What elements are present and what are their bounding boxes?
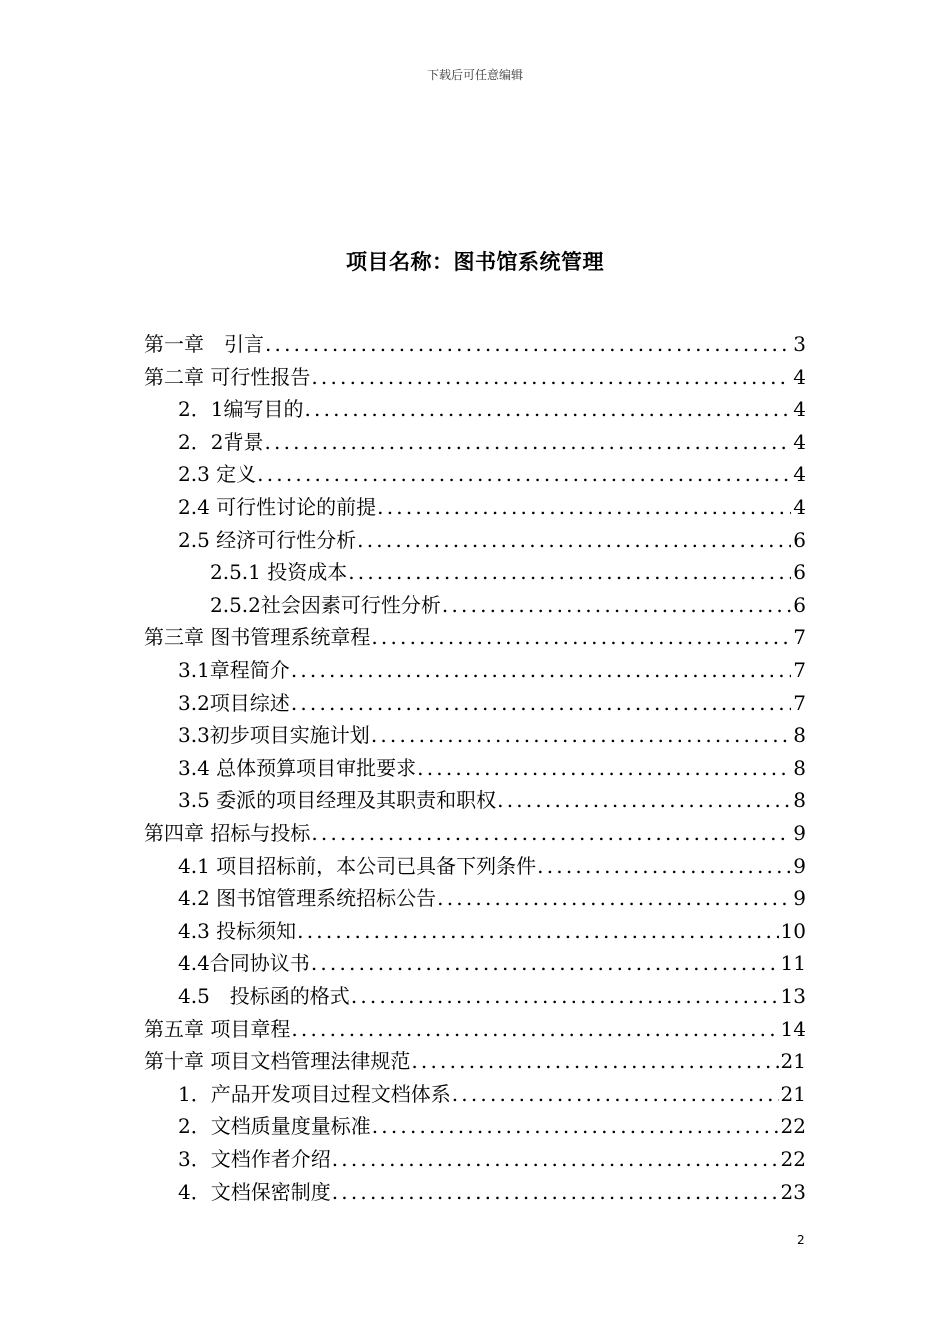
toc-leader-dots <box>291 1013 778 1045</box>
toc-entry-page: 9 <box>793 821 806 845</box>
toc-entry-label: 2.3 定义 <box>178 462 257 487</box>
toc-entry[interactable] <box>178 719 806 751</box>
page-number: 2 <box>797 1233 805 1247</box>
toc-entry-page: 10 <box>780 918 806 943</box>
toc-entry-label: 第二章 可行性报告 <box>144 364 311 389</box>
toc-entry-page: 13 <box>780 984 806 1008</box>
toc-entry[interactable] <box>178 1143 806 1175</box>
toc-leader-dots <box>357 524 791 556</box>
toc-entry-page: 23 <box>780 1179 806 1204</box>
toc-entry[interactable] <box>178 947 806 979</box>
toc-entry-label: 4．文档保密制度 <box>178 1179 331 1204</box>
toc-entry[interactable] <box>178 687 806 719</box>
toc-entry[interactable] <box>144 1045 806 1077</box>
toc-leader-dots <box>442 589 791 621</box>
toc-leader-dots <box>311 361 791 393</box>
toc-entry[interactable] <box>178 1176 806 1208</box>
toc-entry[interactable] <box>178 491 806 523</box>
toc-leader-dots <box>332 1176 779 1208</box>
toc-entry[interactable] <box>178 524 806 556</box>
toc-leader-dots <box>372 1110 779 1142</box>
toc-entry-label: 3.4 总体预算项目审批要求 <box>178 755 417 780</box>
toc-entry-page: 14 <box>780 1016 806 1041</box>
toc-leader-dots <box>311 947 779 979</box>
toc-entry-label: 2.5.1 投资成本 <box>210 560 348 585</box>
toc-entry-page: 7 <box>793 690 806 715</box>
toc-entry[interactable] <box>210 589 806 621</box>
toc-entry-label: 2.5.2社会因素可行性分析 <box>210 592 441 617</box>
toc-entry-page: 22 <box>780 1147 806 1171</box>
toc-entry-page: 6 <box>793 560 806 585</box>
toc-entry-label: 1．产品开发项目过程文档体系 <box>178 1081 451 1106</box>
toc-entry-page: 4 <box>793 364 806 389</box>
toc-leader-dots <box>437 882 791 914</box>
toc-entry-page: 22 <box>780 1114 806 1139</box>
toc-entry-page: 4 <box>793 429 806 454</box>
toc-leader-dots <box>304 393 791 425</box>
toc-entry[interactable] <box>144 1013 806 1045</box>
toc-entry-label: 2.4 可行性讨论的前提 <box>178 495 377 519</box>
toc-entry-page: 8 <box>793 755 806 780</box>
toc-entry-label: 第一章 引言 <box>144 332 264 356</box>
toc-entry[interactable] <box>178 882 806 914</box>
toc-entry-page: 8 <box>793 788 806 813</box>
toc-leader-dots <box>291 654 791 686</box>
toc-entry-page: 4 <box>793 462 806 487</box>
toc-entry-page: 8 <box>793 723 806 748</box>
toc-leader-dots <box>537 850 791 882</box>
toc-entry-label: 4.3 投标须知 <box>178 918 297 943</box>
toc-entry-page: 21 <box>780 1081 806 1106</box>
toc-leader-dots <box>332 1143 779 1175</box>
toc-entry-page: 9 <box>793 853 806 878</box>
toc-entry-page: 6 <box>793 527 806 552</box>
toc-entry-page: 4 <box>793 495 806 519</box>
toc-leader-dots <box>348 556 791 588</box>
toc-entry-label: 2.5 经济可行性分析 <box>178 527 357 552</box>
toc-leader-dots <box>351 980 779 1012</box>
toc-entry-label: 3.5 委派的项目经理及其职责和职权 <box>178 788 497 813</box>
toc-entry-page: 9 <box>793 886 806 911</box>
toc-leader-dots <box>291 687 791 719</box>
toc-leader-dots <box>371 719 791 751</box>
toc-entry[interactable] <box>178 654 806 686</box>
toc-entry[interactable] <box>210 556 806 588</box>
toc-leader-dots <box>452 1078 779 1110</box>
toc-entry-label: 4.5 投标函的格式 <box>178 984 350 1008</box>
toc-entry[interactable] <box>178 1078 806 1110</box>
toc-entry-label: 2．文档质量度量标准 <box>178 1114 371 1139</box>
toc-entry-page: 6 <box>793 592 806 617</box>
toc-entry-label: 3．文档作者介绍 <box>178 1147 331 1171</box>
toc-leader-dots <box>257 458 791 490</box>
toc-entry[interactable] <box>178 458 806 490</box>
toc-leader-dots <box>417 752 791 784</box>
toc-leader-dots <box>264 426 791 458</box>
toc-entry-label: 3.1章程简介 <box>178 658 290 682</box>
toc-entry[interactable] <box>178 393 806 425</box>
toc-entry-label: 2．1编写目的 <box>178 397 304 422</box>
toc-entry-label: 第三章 图书管理系统章程 <box>144 625 371 650</box>
header-note: 下载后可任意编辑 <box>426 68 523 82</box>
toc-entry-page: 11 <box>780 951 806 976</box>
toc-entry[interactable] <box>178 850 806 882</box>
toc-entry[interactable] <box>144 621 806 653</box>
toc-leader-dots <box>411 1045 778 1077</box>
toc-entry-page: 21 <box>780 1049 806 1074</box>
toc-leader-dots <box>297 915 778 947</box>
toc-entry-label: 4.2 图书馆管理系统招标公告 <box>178 886 437 911</box>
toc-entry[interactable] <box>178 1110 806 1142</box>
toc-leader-dots <box>377 491 791 523</box>
document-title: 项目名称：图书馆系统管理 <box>346 250 604 274</box>
toc-entry-label: 3.3初步项目实施计划 <box>178 723 370 748</box>
toc-entry-label: 第四章 招标与投标 <box>144 821 311 845</box>
toc-entry-page: 4 <box>793 397 806 422</box>
toc-entry-page: 7 <box>793 625 806 650</box>
toc-entry[interactable] <box>178 915 806 947</box>
toc-entry-label: 4.4合同协议书 <box>178 951 310 976</box>
toc-entry[interactable] <box>144 361 806 393</box>
toc-entry[interactable] <box>178 784 806 816</box>
toc-leader-dots <box>311 817 791 849</box>
toc-entry-page: 3 <box>793 332 806 356</box>
toc-entry[interactable] <box>144 817 806 849</box>
toc-leader-dots <box>371 621 791 653</box>
toc-entry[interactable] <box>178 752 806 784</box>
toc-entry-page: 7 <box>793 658 806 682</box>
toc-entry-label: 3.2项目综述 <box>178 690 290 715</box>
toc-leader-dots <box>497 784 791 816</box>
toc-leader-dots <box>265 328 791 360</box>
toc-entry[interactable] <box>178 980 806 1012</box>
toc-entry[interactable] <box>144 328 806 360</box>
toc-entry-label: 2．2背景 <box>178 429 264 454</box>
toc-entry-label: 第五章 项目章程 <box>144 1016 291 1041</box>
toc-entry[interactable] <box>178 426 806 458</box>
toc-entry-label: 4.1 项目招标前，本公司已具备下列条件 <box>178 853 537 878</box>
toc-entry-label: 第十章 项目文档管理法律规范 <box>144 1049 411 1074</box>
